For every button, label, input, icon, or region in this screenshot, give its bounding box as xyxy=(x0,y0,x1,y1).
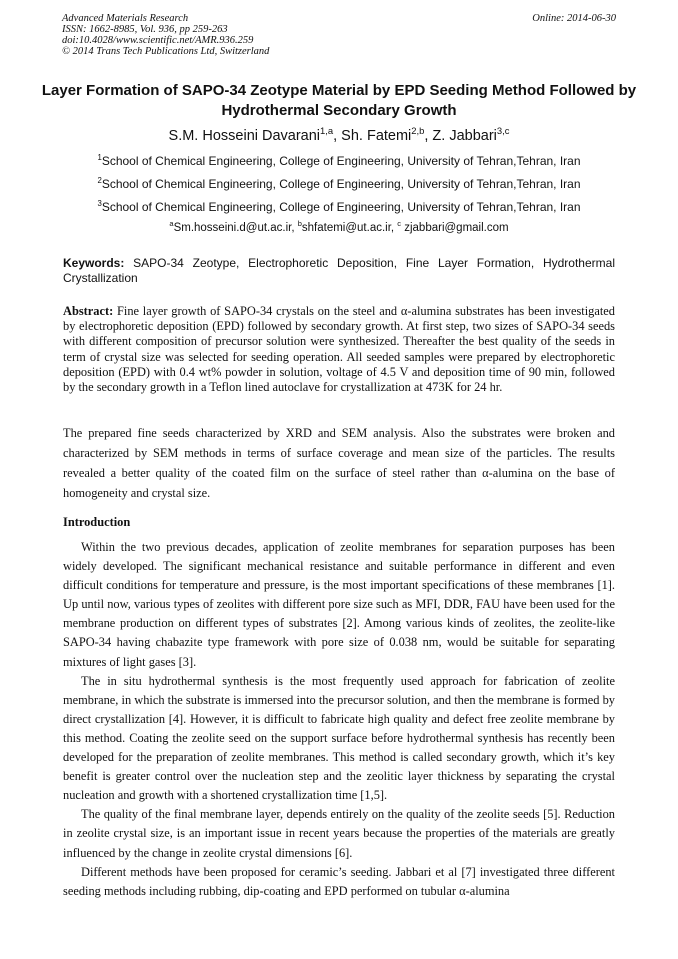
author-name: Sh. Fatemi xyxy=(341,128,412,144)
body-paragraph: The quality of the final membrane layer, depends entirely on the quality of the zeolite seeds [5]. Reduction in zeolite crystal size, is an important issue in recent years because the properties of the materials are greatly influenced by the change in zeolite crystal dimensions [6]. xyxy=(63,807,615,860)
introduction-body xyxy=(63,538,615,901)
email-link[interactable]: zjabbari@gmail.com xyxy=(401,222,509,234)
body-paragraph: Different methods have been proposed for ceramic’s seeding. Jabbari et al [7] investigated three different seeding methods including rubbing, dip-coating and EPD performed on tubular α-alumina xyxy=(63,864,615,898)
email-sup: b xyxy=(297,219,302,229)
affiliation-text: School of Chemical Engineering, College of Engineering, University of Tehran,Tehran, Iran xyxy=(101,177,581,191)
keywords-label: Keywords: xyxy=(63,256,125,270)
email-link[interactable]: Sm.hosseini.d@ut.ac.ir, xyxy=(173,222,298,234)
abstract-block xyxy=(63,304,615,395)
author-name: Z. Jabbari xyxy=(432,128,497,144)
abstract-label: Abstract: xyxy=(63,304,114,318)
author-sup: 2,b xyxy=(411,125,425,137)
author-sup: 3,c xyxy=(496,125,510,137)
abstract-paragraph-2: The prepared fine seeds characterized by XRD and SEM analysis. Also the substrates were broken and characterized by SEM methods in terms of surface coverage and mean size of the particles. The results revealed a better quality of the coated film on the surface of steel rather than α-alumina on the base of homogeneity and crystal size. xyxy=(63,426,615,500)
journal-name: Advanced Materials Research xyxy=(62,13,189,24)
online-date: Online: 2014-06-30 xyxy=(532,13,616,24)
email-sup: a xyxy=(169,219,174,229)
email-link[interactable]: shfatemi@ut.ac.ir, xyxy=(301,222,398,234)
affiliation-text: School of Chemical Engineering, College of Engineering, University of Tehran,Tehran, Iran xyxy=(101,154,581,168)
issn-line: ISSN: 1662-8985, Vol. 936, pp 259-263 xyxy=(62,24,228,35)
author-name: S.M. Hosseini Davarani xyxy=(168,128,321,144)
keywords-block xyxy=(63,256,615,286)
affiliation-sup: 3 xyxy=(97,199,102,208)
author-sup: 1,a xyxy=(320,125,334,137)
journal-header xyxy=(62,13,616,57)
email-sup: c xyxy=(397,219,402,229)
abstract-text: Fine layer growth of SAPO-34 crystals on the steel and α-alumina substrates has been investigated by electrophoretic deposition (EPD) followed by secondary growth. At first step, two sizes of SAPO-34 seeds with different composition of precursor solution were synthesized. Thereafter the best quality of the seeds in term of crystal size was selected for seeding operation. All seeded samples were prepared by electrophoretic deposition (EPD) with 0.4 wt% powder in solution, voltage of 4.5 V and deposition time of 90 min, followed by the secondary growth in a Teflon lined autoclave for crystallization at 473K for 24 hr. xyxy=(63,304,615,395)
affiliation xyxy=(40,200,638,214)
paper-title: Layer Formation of SAPO-34 Zeotype Material by EPD Seeding Method Followed by Hydrothermal Secondary Growth xyxy=(41,82,637,119)
author-emails xyxy=(40,219,638,234)
copyright-line: © 2014 Trans Tech Publications Ltd, Switzerland xyxy=(62,46,270,57)
affiliation xyxy=(40,177,638,191)
doi-line: doi:10.4028/www.scientific.net/AMR.936.259 xyxy=(62,35,254,46)
affiliation-text: School of Chemical Engineering, College of Engineering, University of Tehran,Tehran, Iran xyxy=(101,200,581,214)
affiliation xyxy=(40,154,638,168)
keywords-text: SAPO-34 Zeotype, Electrophoretic Deposition, Fine Layer Formation, Hydrothermal Crystallization xyxy=(63,256,615,285)
body-paragraph: Within the two previous decades, application of zeolite membranes for separation purposes has been widely developed. The significant mechanical resistance and suitable performance in different and even difficult conditions for temperature and pressure, is the most important specifications of these membranes [1]. Up until now, various types of zeolites with different pore size such as MFI, DDR, FAU have been used for the membrane production on different types of substrates [2]. Among various kinds of zeolites, the zeolite-like SAPO-34 having chabazite type framework with pore size of 0.038 nm, would be suitable for separating mixtures of light gases [3]. xyxy=(63,540,615,669)
author-list: S.M. Hosseini Davarani$^{1,a}$, Sh. Fatemi$^{2,b}$, Z. Jabbari$^{3,c}$ xyxy=(168,125,510,144)
body-paragraph: The in situ hydrothermal synthesis is the most frequently used approach for fabrication of zeolite membrane, in which the substrate is immersed into the precursor solution, and then the membrane is formed by direct crystallization [4]. However, it is difficult to fabricate high quality and defect free zeolite membrane by this method. Coating the zeolite seed on the support surface before hydrothermal synthesis has recently been developed for the preparation of zeolite membranes. This method is called secondary growth, which it’s key benefit is greater control over the nucleation step and the zeolitic layer thickness by separating the crystal nucleation and growth with a shortened crystallization time [1,5]. xyxy=(63,673,615,803)
affiliation-sup: 2 xyxy=(97,176,102,185)
introduction-heading: Introduction xyxy=(63,515,131,529)
affiliation-sup: 1 xyxy=(97,153,102,162)
